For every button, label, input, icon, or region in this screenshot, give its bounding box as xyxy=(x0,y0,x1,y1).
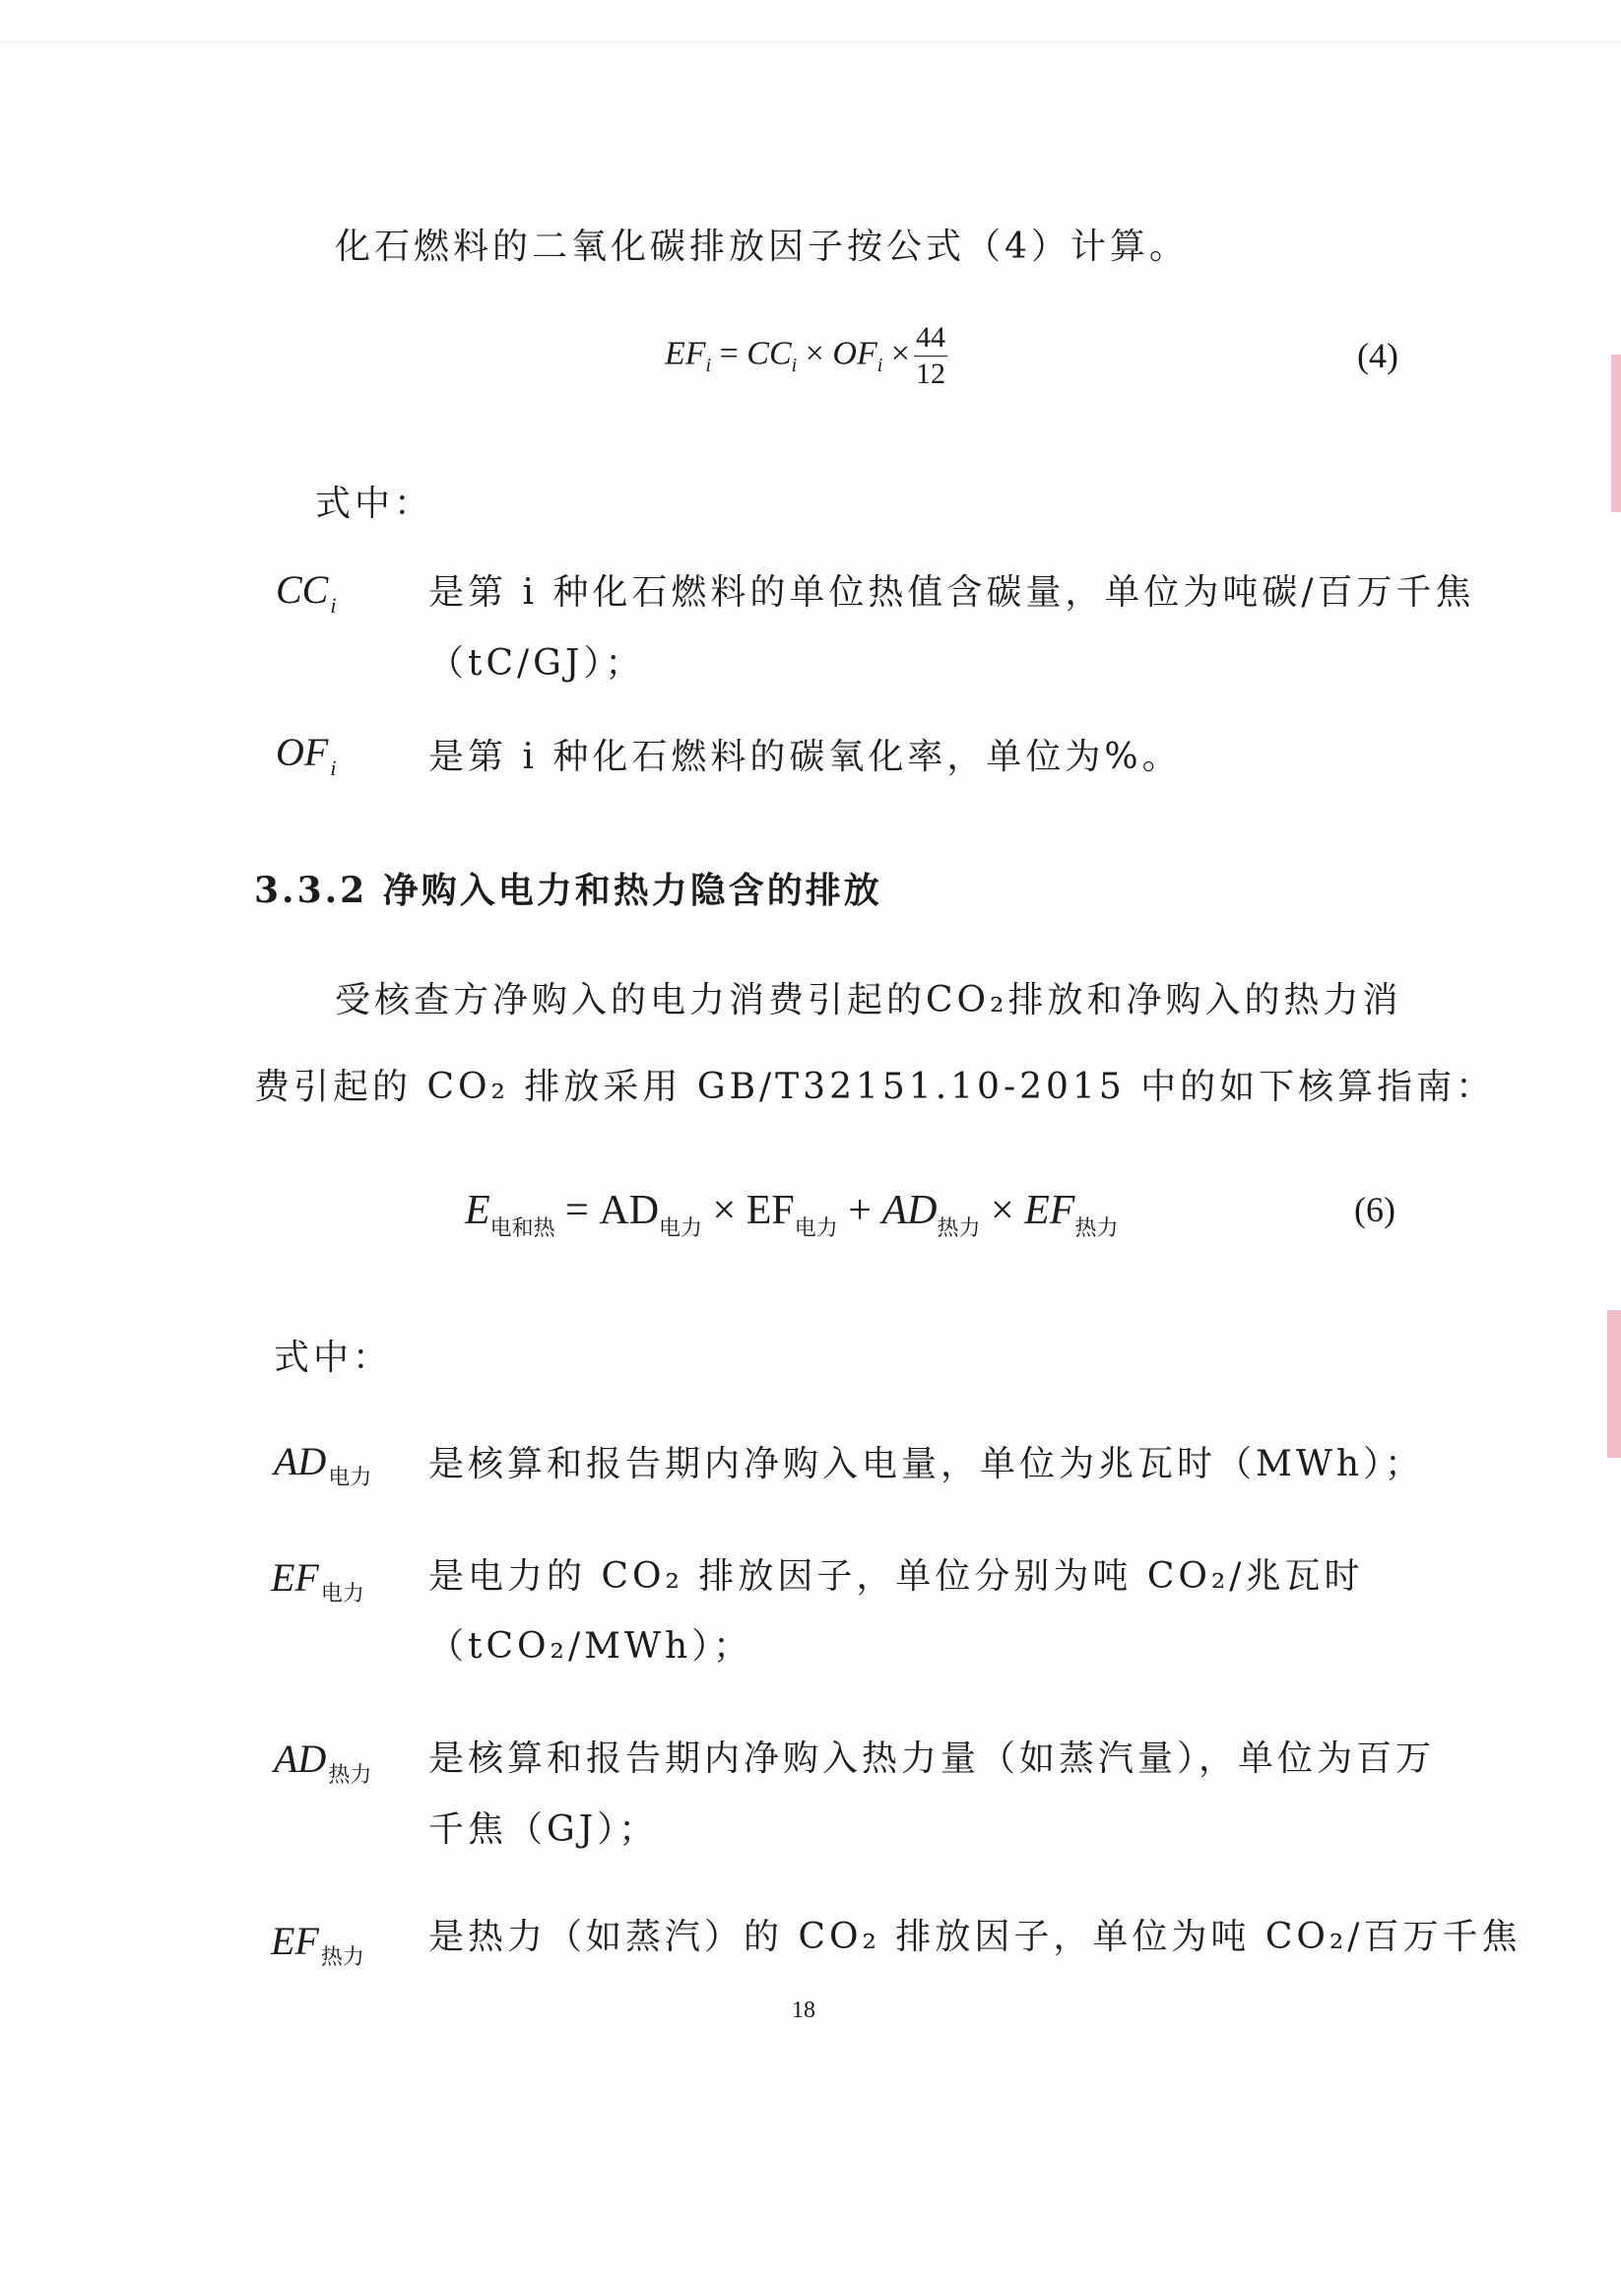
def-symbol-ef-power-text: EF xyxy=(271,1555,319,1600)
def-ef-power-line2: （tCO₂/MWh）； xyxy=(428,1626,753,1667)
def-symbol-of xyxy=(276,729,336,781)
def-symbol-ef-power xyxy=(271,1554,364,1607)
eq4-term1-sub: i xyxy=(791,355,798,377)
section-heading: 3.3.2 净购入电力和热力隐含的排放 xyxy=(254,870,882,911)
eq6-e: E xyxy=(465,1188,490,1233)
eq4-lhs: EF xyxy=(665,335,706,372)
equation-6-number: (6) xyxy=(1354,1190,1395,1229)
def-symbol-ad-heat-sub: 热力 xyxy=(328,1763,372,1788)
seal-fragment-middle xyxy=(1607,1310,1621,1458)
def-symbol-ad-power-sub: 电力 xyxy=(328,1466,372,1490)
eq4-term1: CC xyxy=(746,335,792,372)
def-symbol-ad-heat xyxy=(274,1736,371,1789)
equation-6: $E_{电和热} = AD_{电力} \times EF_{电力} + AD_{热力} \times EF_{热力}$ xyxy=(465,1188,1119,1241)
def-symbol-cc xyxy=(276,566,336,619)
def-symbol-ef-heat-text: EF xyxy=(271,1919,319,1963)
def-symbol-ef-heat xyxy=(271,1918,364,1971)
eq4-term2: OF xyxy=(832,335,877,372)
def-ad-heat-line2: 千焦（GJ）； xyxy=(428,1809,659,1850)
def-symbol-ad-power-text: AD xyxy=(274,1439,327,1483)
def-symbol-ef-heat-sub: 热力 xyxy=(320,1945,364,1970)
def-symbol-cc-text: CC xyxy=(276,567,329,612)
eq4-denominator: 12 xyxy=(915,358,945,390)
def-ef-power-line1: 是电力的 CO₂ 排放因子，单位分别为吨 CO₂/兆瓦时 xyxy=(428,1556,1364,1597)
seal-fragment-top xyxy=(1611,355,1621,512)
def-ad-power-line1: 是核算和报告期内净购入电量，单位为兆瓦时（MWh）； xyxy=(428,1444,1425,1484)
where-label-1: 式中： xyxy=(315,484,434,524)
eq6-ef: EF xyxy=(746,1188,795,1233)
eq4-term2-sub: i xyxy=(876,355,883,377)
def-of-line1: 是第 i 种化石燃料的碳氧化率，单位为%。 xyxy=(428,737,1182,777)
intro-line: 化石燃料的二氧化碳排放因子按公式（4）计算。 xyxy=(335,227,1189,267)
eq6-ad2-sub: 热力 xyxy=(937,1216,981,1241)
eq4-fraction xyxy=(914,320,947,392)
eq4-numerator: 44 xyxy=(914,320,947,357)
eq4-lhs-sub: i xyxy=(705,355,712,377)
def-cc-line1: 是第 i 种化石燃料的单位热值含碳量，单位为吨碳/百万千焦 xyxy=(428,572,1475,613)
paragraph-line-1: 受核查方净购入的电力消费引起的CO₂排放和净购入的热力消 xyxy=(335,980,1402,1020)
eq6-ef2: EF xyxy=(1024,1188,1075,1233)
page-number: 18 xyxy=(792,1998,815,2023)
paragraph-line-2: 费引起的 CO₂ 排放采用 GB/T32151.10-2015 中的如下核算指南： xyxy=(254,1067,1496,1107)
eq6-ad-sub: 电力 xyxy=(659,1216,703,1241)
def-symbol-of-sub: i xyxy=(330,755,337,780)
eq6-ef-sub: 电力 xyxy=(794,1216,838,1241)
eq6-ef2-sub: 热力 xyxy=(1074,1216,1119,1241)
eq6-ad: AD xyxy=(599,1188,660,1233)
eq6-ad2: AD xyxy=(881,1188,938,1233)
def-symbol-of-text: OF xyxy=(276,730,329,774)
def-symbol-ad-heat-text: AD xyxy=(274,1737,327,1781)
def-ad-heat-line1: 是核算和报告期内净购入热力量（如蒸汽量），单位为百万 xyxy=(428,1738,1436,1779)
scan-top-edge xyxy=(0,41,1621,42)
def-cc-line2: （tC/GJ）； xyxy=(428,643,645,684)
equation-4: $EF_i = CC_i \times OF_i$ × $\frac{44}{12}$ xyxy=(665,321,945,390)
equation-4-number: (4) xyxy=(1357,336,1398,375)
def-ef-heat-line1: 是热力（如蒸汽）的 CO₂ 排放因子，单位为吨 CO₂/百万千焦 xyxy=(428,1917,1522,1957)
where-label-2: 式中： xyxy=(274,1338,393,1378)
def-symbol-ef-power-sub: 电力 xyxy=(320,1582,364,1607)
eq6-e-sub: 电和热 xyxy=(489,1216,555,1241)
def-symbol-cc-sub: i xyxy=(330,593,337,618)
def-symbol-ad-power xyxy=(274,1438,371,1491)
